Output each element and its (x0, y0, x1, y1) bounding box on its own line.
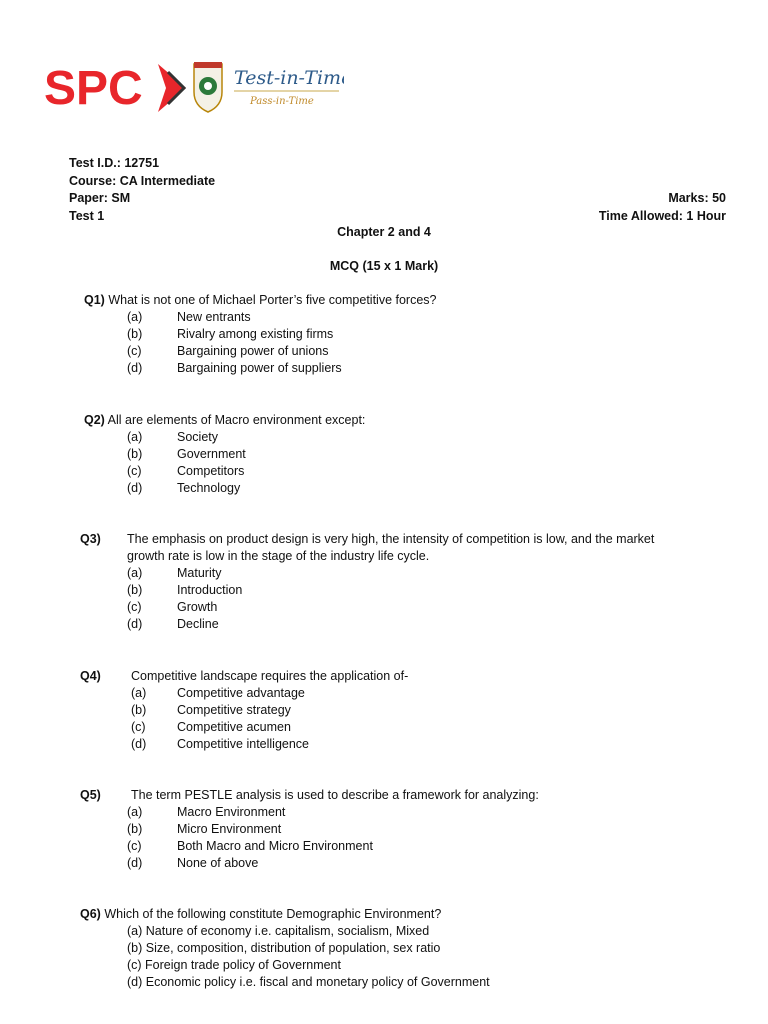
option: (a) Nature of economy i.e. capitalism, socialism, Mixed (127, 924, 430, 938)
course: Course: CA Intermediate (69, 173, 216, 188)
test-meta-left (69, 155, 215, 225)
option: (a) Macro Environment (127, 805, 286, 819)
option: (b) Rivalry among existing firms (127, 327, 334, 341)
header-logo (44, 58, 344, 118)
question-text: What is not one of Michael Porter’s five competitive forces? (108, 293, 437, 307)
option: (a) Society (127, 430, 218, 444)
option: (c) Both Macro and Micro Environment (127, 839, 373, 853)
marks: Marks: 50 (668, 191, 726, 205)
option: (c) Foreign trade policy of Government (127, 958, 341, 972)
option: (d) Decline (127, 617, 219, 631)
question-number: Q1) (84, 293, 105, 307)
question-number: Q2) (84, 413, 105, 427)
question-number: Q4) (80, 669, 101, 683)
test-number: Test 1 (69, 208, 105, 223)
question-text: Competitive landscape requires the application of- (131, 669, 409, 683)
brand-text: SPC (44, 62, 143, 115)
question-number: Q6) (80, 907, 101, 921)
option: (b) Micro Environment (127, 822, 282, 836)
question-3 (80, 531, 654, 633)
test-id: Test I.D.: 12751 (69, 156, 160, 170)
question-number: Q5) (80, 788, 101, 802)
question-1 (84, 292, 436, 377)
option: (d) Bargaining power of suppliers (127, 361, 342, 375)
seal-icon (194, 62, 222, 112)
question-6 (80, 906, 490, 991)
question-text: growth rate is low in the stage of the industry life cycle. (127, 549, 430, 563)
option: (d) Economic policy i.e. fiscal and monetary policy of Government (127, 975, 490, 989)
option: (c) Bargaining power of unions (127, 344, 329, 358)
option: (c) Competitive acumen (131, 720, 291, 734)
option: (a) New entrants (127, 310, 251, 324)
spc-logo-icon (44, 58, 344, 118)
test-meta-right (599, 190, 726, 225)
option: (b) Size, composition, distribution of population, sex ratio (127, 941, 441, 955)
question-text: All are elements of Macro environment except: (107, 413, 366, 427)
question-text: The term PESTLE analysis is used to describe a framework for analyzing: (131, 788, 539, 802)
option: (d) None of above (127, 856, 259, 870)
paper: Paper: SM (69, 191, 131, 205)
time-allowed: Time Allowed: 1 Hour (598, 208, 726, 223)
logo-tagline: Pass-in-Time (250, 96, 314, 107)
chapter-heading: Chapter 2 and 4 (337, 225, 431, 239)
question-number: Q3) (80, 532, 101, 546)
option: (d) Competitive intelligence (131, 737, 310, 751)
question-2 (84, 412, 365, 497)
option: (b) Government (127, 447, 246, 461)
option: (b) Introduction (127, 583, 243, 597)
question-text: The emphasis on product design is very high, the intensity of competition is low, and the market (127, 532, 655, 546)
option: (c) Competitors (127, 464, 245, 478)
option: (d) Technology (127, 481, 241, 495)
option: (a) Maturity (127, 566, 222, 580)
question-4 (80, 668, 408, 753)
option: (c) Growth (127, 600, 218, 614)
logo-name: Test-in-Time (234, 67, 344, 89)
option: (a) Competitive advantage (131, 686, 305, 700)
option: (b) Competitive strategy (131, 703, 291, 717)
question-5 (80, 787, 539, 872)
question-text: Which of the following constitute Demographic Environment? (104, 907, 442, 921)
section-heading: MCQ (15 x 1 Mark) (329, 259, 439, 273)
